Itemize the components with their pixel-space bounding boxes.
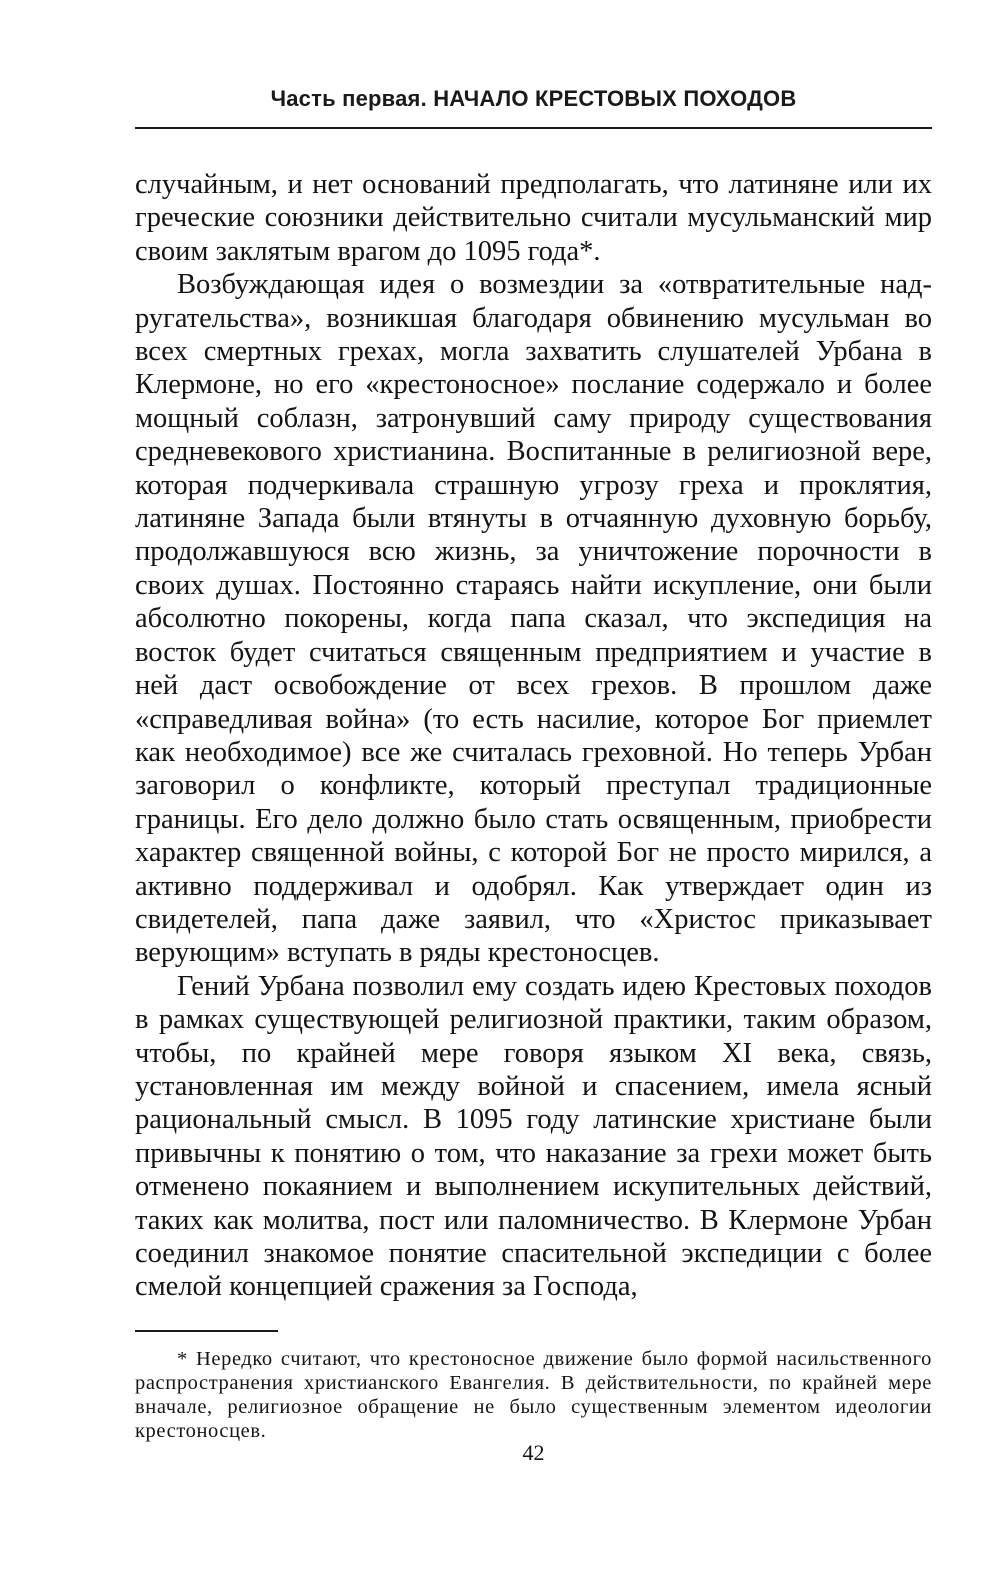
paragraph: Возбуждающая идея о возмездии за «отвратительные надругательства», возникшая благодаря обвинению мусульман во всех смертных грехах, могла захватить слушателей Урбана в Клермоне, но его «крестоносное» послание содержало и более мощный соблазн, затронувший саму природу существования средневекового христианина. Воспитанные в религиозной вере, которая подчеркивала страшную угрозу греха и проклятия, латиняне Запада были втянуты в отчаянную духовную борьбу, продолжавшуюся всю жизнь, за уничтожение порочности в своих душах. Постоянно стараясь найти искупление, они были абсолютно покорены, когда папа сказал, что экспедиция на восток будет считаться священным предприятием и участие в ней даст освобождение от всех грехов. В прошлом даже «справедливая война» (то есть насилие, которое Бог приемлет как необходимое) все же считалась греховной. Но теперь Урбан заговорил о конфликте, который преступал традиционные границы. Его дело должно было стать освященным, приобрести характер священной войны, с которой Бог не просто мирился, а активно поддерживал и одобрял. Как утверждает один из свидетелей, папа даже заявил, что «Христос приказывает верующим» вступать в ряды крестоносцев. — [135, 269, 932, 969]
header-rule — [135, 127, 932, 129]
page-number: 42 — [522, 1440, 545, 1465]
paragraph-continued: случайным, и нет оснований предполагать, что латиняне или их греческие союзники действительно считали мусульманский мир своим заклятым врагом до 1095 года*. — [135, 169, 932, 267]
paragraph: Гений Урбана позволил ему создать идею Крестовых походов в рамках существующей религиозной практики, таким образом, чтобы, по крайней мере говоря языком XI века, связь, установленная им между войной и спасением, имела ясный рациональный смысл. В 1095 году латинские христиане были привычны к понятию о том, что наказание за грехи может быть отменено покаянием и выполнением искупительных действий, таких как молитва, пост или паломничество. В Клермоне Урбан соединил знакомое понятие спасительной экспедиции с более смелой концепцией сражения за Господа, — [135, 970, 932, 1303]
footnote-rule — [135, 1330, 278, 1332]
footnote: * Нередко считают, что крестоносное движение было формой насильственного распространения христианского Евангелия. В действительности, по крайней мере вначале, религиозное обращение не было существенным элементом идеологии крестоносцев. — [135, 1348, 932, 1442]
body-text — [135, 168, 932, 1304]
running-head: Часть первая. НАЧАЛО КРЕСТОВЫХ ПОХОДОВ — [270, 86, 797, 111]
